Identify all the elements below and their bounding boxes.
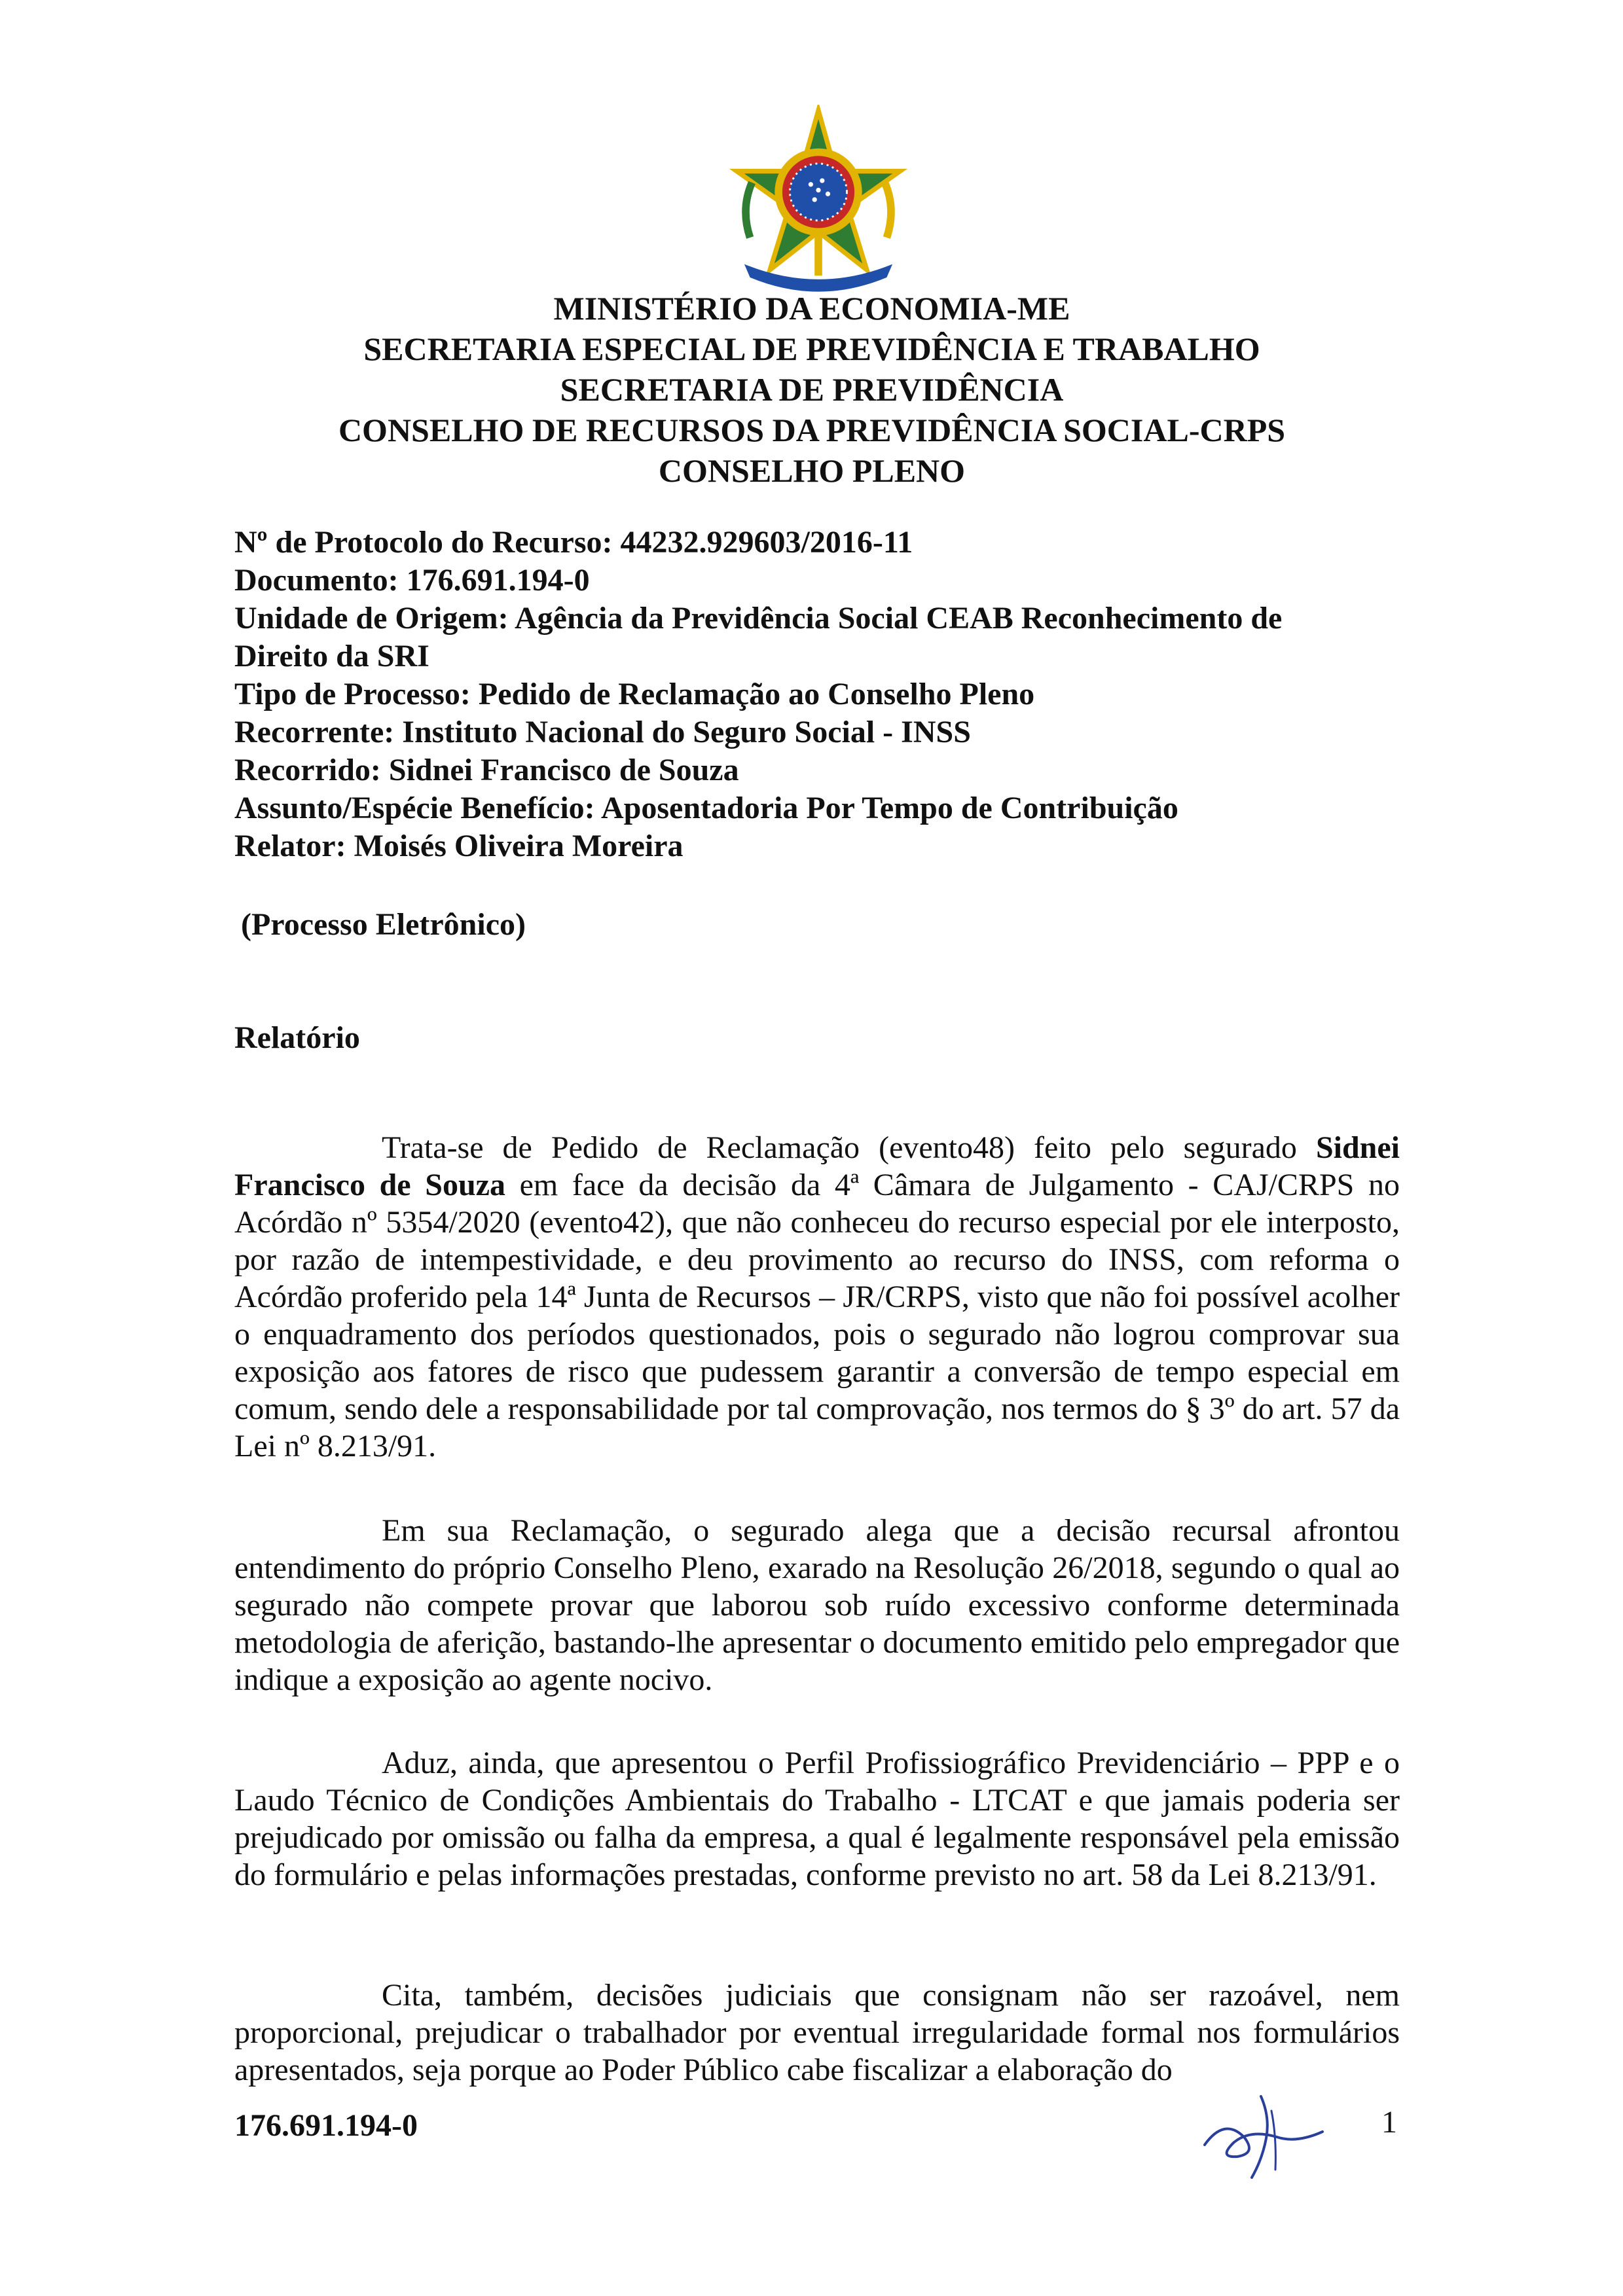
paragraph-1-intro: Trata-se de Pedido de Reclamação (evento48) feito pelo segurado [382, 1130, 1316, 1165]
rapporteur: Relator: Moisés Oliveira Moreira [234, 829, 684, 863]
appellant: Recorrente: Instituto Nacional do Seguro Social - INSS [234, 715, 971, 749]
origin-unit-line-2: Direito da SRI [234, 639, 429, 673]
brazil-coat-of-arms-icon [723, 105, 913, 295]
footer-document-number: 176.691.194-0 [234, 2108, 418, 2143]
origin-unit-line-1: Unidade de Origem: Agência da Previdência Social CEAB Reconhecimento de [234, 601, 1283, 636]
paragraph-4: Cita, também, decisões judiciais que consignam não ser razoável, nem proporcional, prejudicar o trabalhador por eventual irregularidade formal nos formulários apresentados, seja porque ao Poder Público cabe fiscalizar a elaboração do [234, 1978, 1400, 2087]
appellee: Recorrido: Sidnei Francisco de Souza [234, 753, 739, 787]
plenary-title: CONSELHO PLENO [658, 452, 966, 489]
document-header [196, 288, 1427, 491]
handwritten-signature-icon [1198, 2091, 1329, 2183]
council-title: CONSELHO DE RECURSOS DA PREVIDÊNCIA SOCIAL-CRPS [338, 412, 1286, 448]
page-number: 1 [1381, 2105, 1397, 2140]
paragraph-3: Aduz, ainda, que apresentou o Perfil Profissiográfico Previdenciário – PPP e o Laudo Técnico de Condições Ambientais do Trabalho - LTCAT e que jamais poderia ser prejudicado por omissão ou falha da empresa, a qual é legalmente responsável pela emissão do formulário e pelas informações prestadas, conforme previsto no art. 58 da Lei 8.213/91. [234, 1746, 1400, 1892]
subject: Assunto/Espécie Benefício: Aposentadoria Por Tempo de Contribuição [234, 791, 1178, 825]
process-type: Tipo de Processo: Pedido de Reclamação ao Conselho Pleno [234, 677, 1035, 711]
secretariat-title: SECRETARIA DE PREVIDÊNCIA [560, 371, 1064, 408]
paragraph-1-body: em face da decisão da 4ª Câmara de Julgamento - CAJ/CRPS no Acórdão nº 5354/2020 (evento42), que não conheceu do recurso especial por ele interposto, por razão de intempestividade, e deu provimento ao recurso do INSS, com reforma o Acórdão proferido pela 14ª Junta de Recursos – JR/CRPS, visto que não foi possível acolher o enquadramento dos períodos questionados, pois o segurado não logrou comprovar sua exposição aos fatores de risco que pudessem garantir a conversão de tempo especial em comum, sendo dele a responsabilidade por tal comprovação, nos termos do § 3º do art. 57 da Lei nº 8.213/91. [234, 1168, 1400, 1463]
paragraph-2: Em sua Reclamação, o segurado alega que a decisão recursal afrontou entendimento do próprio Conselho Pleno, exarado na Resolução 26/2018, segundo o qual ao segurado não compete provar que laborou sob ruído excessivo conforme determinada metodologia de aferição, bastando-lhe apresentar o documento emitido pelo empregador que indique a exposição ao agente nocivo. [234, 1513, 1400, 1697]
electronic-process-label: (Processo Eletrônico) [241, 907, 526, 942]
protocol-number: Nº de Protocolo do Recurso: 44232.929603/2016-11 [234, 525, 913, 560]
special-secretariat-title: SECRETARIA ESPECIAL DE PREVIDÊNCIA E TRABALHO [363, 331, 1260, 367]
party-name: Sidnei Francisco de Souza [234, 1130, 1400, 1202]
paragraph-1 [234, 1129, 1400, 1465]
case-metadata [234, 524, 1400, 865]
document-number: Documento: 176.691.194-0 [234, 563, 590, 598]
ministry-title: MINISTÉRIO DA ECONOMIA-ME [553, 290, 1070, 327]
section-title: Relatório [234, 1020, 360, 1055]
